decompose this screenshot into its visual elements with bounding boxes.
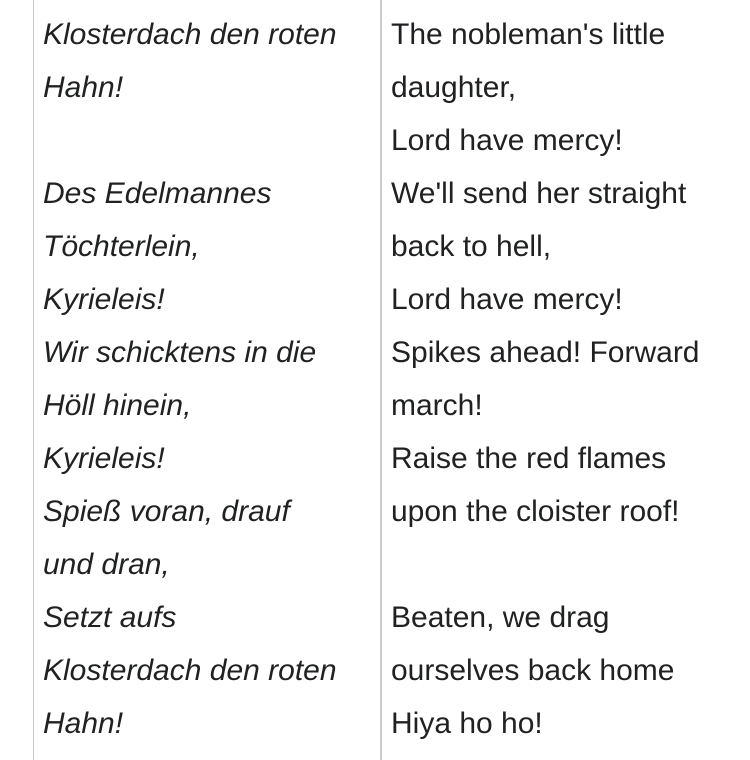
german-line: Kyrieleis! [43,283,165,316]
english-line: Hiya ho ho! [391,707,543,740]
english-line: upon the cloister roof! [391,495,680,528]
english-line: back to hell, [391,230,552,263]
german-line: Kyrieleis! [43,442,165,475]
english-line: Spikes ahead! Forward [391,336,700,369]
german-line: Wir schicktens in die [43,336,317,369]
german-line: Hahn! [43,71,124,104]
english-line: We'll send her straight [391,177,687,210]
english-lyrics-column [381,0,750,760]
german-line: Spieß voran, drauf [43,495,290,528]
lyrics-table [33,0,750,760]
english-line: The nobleman's little [391,18,666,51]
german-line: Töchterlein, [43,230,200,263]
english-line: Beaten, we drag [391,601,610,634]
german-line: Klosterdach den roten [43,654,337,687]
german-lyrics-column [34,0,381,760]
german-line: Klosterdach den roten [43,18,337,51]
english-line: ourselves back home [391,654,675,687]
english-line: march! [391,389,483,422]
german-line: Setzt aufs [43,601,177,634]
german-line: Höll hinein, [43,389,192,422]
english-line: Lord have mercy! [391,124,623,157]
english-line: Raise the red flames [391,442,667,475]
german-line: Des Edelmannes [43,177,272,210]
english-line: Lord have mercy! [391,283,623,316]
english-line: daughter, [391,71,517,104]
german-line: Hahn! [43,707,124,740]
german-line: und dran, [43,548,170,581]
